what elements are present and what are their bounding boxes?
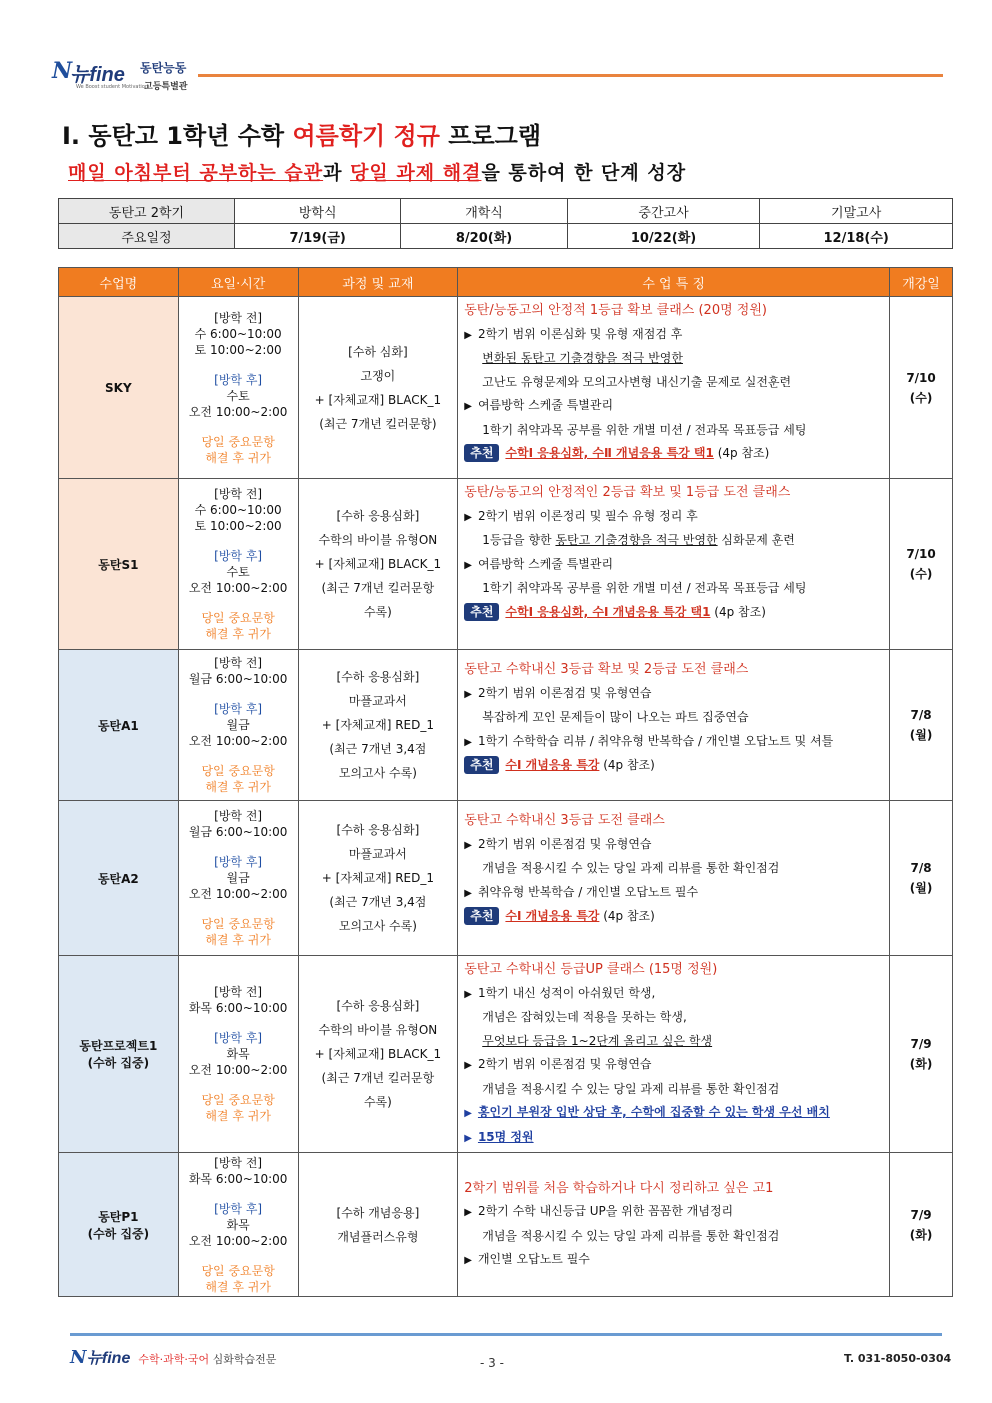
class-name-text: 동탄S1 <box>98 557 139 572</box>
time-before-label: [방학 전] <box>214 809 263 823</box>
course-line: [수하 응용심화] <box>336 823 420 837</box>
feature-line: 심화문제 훈련 <box>717 533 795 547</box>
feature-bullet: ▶ 취약유형 반복학습 / 개인별 오답노트 필수 <box>464 881 885 906</box>
time-line: 수 6:00~10:00 <box>194 503 282 517</box>
class-time <box>178 297 298 479</box>
col-header-course: 과정 및 교재 <box>298 268 458 297</box>
footer-specialty: 심화학습전문 <box>209 1353 277 1366</box>
time-line: 오전 10:00~2:00 <box>188 734 288 748</box>
class-features <box>458 479 890 650</box>
feature-line: 복잡하게 꼬인 문제들이 많이 나오는 파트 집중연습 <box>482 710 749 724</box>
course-line: 수록) <box>363 1095 392 1109</box>
logo-wordmark: 뉴fine <box>70 64 125 86</box>
course-line: 마플교과서 <box>348 694 407 708</box>
feature-headline: 동탄/능동고의 안정적인 2등급 확보 및 1등급 도전 클래스 <box>464 485 791 500</box>
course-line: + [자체교재] BLACK_1 <box>314 557 442 571</box>
time-line: 토 10:00~2:00 <box>194 519 282 533</box>
time-note: 당일 중요문항 <box>201 764 275 778</box>
time-note: 해결 후 귀가 <box>205 933 271 947</box>
time-line: 오전 10:00~2:00 <box>188 1233 288 1248</box>
recommend-ref: (4p 참조) <box>713 446 770 460</box>
time-before-label: [방학 전] <box>214 310 263 325</box>
class-features <box>458 1153 890 1297</box>
open-date <box>890 1153 953 1297</box>
open-date-day: (월) <box>909 881 933 895</box>
feature-headline: 2학기 범위를 처음 학습하거나 다시 정리하고 싶은 고1 <box>464 1180 774 1196</box>
open-date-day: (수) <box>909 567 933 581</box>
time-note: 해결 후 귀가 <box>205 450 271 465</box>
schedule-value: 12/18(수) <box>760 224 953 249</box>
col-header-open: 개강일 <box>890 268 953 297</box>
feature-highlight: 홍인기 부원장 입반 상담 후, 수학에 집중할 수 있는 학생 우선 배치 <box>477 1105 830 1119</box>
feature-line: 고난도 유형문제와 모의고사변형 내신기출 문제로 실전훈련 <box>482 374 792 389</box>
table-row <box>59 956 953 1153</box>
time-line: 화목 6:00~10:00 <box>188 1171 288 1186</box>
course-line: 수록) <box>363 605 392 619</box>
time-line: 화목 <box>226 1217 250 1232</box>
course-line: 개념플러스유형 <box>337 1229 419 1244</box>
table-row <box>59 479 953 650</box>
course-line: + [자체교재] RED_1 <box>321 718 434 732</box>
open-date-value: 7/8 <box>910 708 932 722</box>
feature-line: 변화된 동탄고 기출경향을 적극 반영한 <box>482 351 683 365</box>
class-name <box>59 650 179 801</box>
course-line: 수학의 바이블 유형ON <box>318 1023 438 1037</box>
page-number: - 3 - <box>480 1356 504 1370</box>
class-name <box>59 801 179 956</box>
logo-mark: N <box>52 58 73 84</box>
course-line: (최근 7개년 킬러문항) <box>319 416 437 431</box>
time-before-label: [방학 전] <box>214 656 263 670</box>
course-line: [수하 응용심화] <box>336 999 420 1013</box>
open-date-value: 7/8 <box>910 861 932 875</box>
feature-bullet: ▶ 1학기 수학학습 리뷰 / 취약유형 반복학습 / 개인별 오답노트 및 셔틀 <box>464 730 885 755</box>
title-suffix: 프로그램 <box>439 122 542 150</box>
time-line: 오전 10:00~2:00 <box>188 404 288 419</box>
course-line: (최근 7개년 3,4점 <box>329 895 427 909</box>
table-header-row <box>59 268 953 297</box>
time-note: 당일 중요문항 <box>201 434 275 449</box>
class-course <box>298 297 458 479</box>
class-features <box>458 956 890 1153</box>
recommend-badge: 추천 <box>464 907 499 925</box>
table-row <box>59 801 953 956</box>
class-course <box>298 801 458 956</box>
subtitle-homework: 당일 과제 해결 <box>350 162 482 184</box>
class-name <box>59 956 179 1153</box>
course-line: + [자체교재] BLACK_1 <box>314 1047 442 1061</box>
time-line: 수토 <box>226 388 250 403</box>
time-line: 월금 <box>226 718 250 732</box>
feature-bullet: ▶ 2학기 범위 이론심화 및 유형 재점검 후 <box>464 323 885 348</box>
class-time <box>178 650 298 801</box>
open-date <box>890 801 953 956</box>
class-features <box>458 650 890 801</box>
course-line: [수하 개념응용] <box>336 1205 420 1220</box>
class-time <box>178 1153 298 1297</box>
time-line: 토 10:00~2:00 <box>194 342 282 357</box>
footer-logo-wordmark: 뉴fine <box>86 1350 131 1367</box>
time-after-label: [방학 후] <box>214 702 263 716</box>
time-note: 당일 중요문항 <box>201 611 275 625</box>
col-header-time: 요일·시간 <box>178 268 298 297</box>
course-line: (최근 7개년 킬러문항 <box>321 1071 435 1085</box>
class-name-text: SKY <box>105 380 132 395</box>
course-line: + [자체교재] RED_1 <box>321 871 434 885</box>
recommend-text: 수학Ⅰ 응용심화, 수Ⅱ 개념응용 특강 택1 <box>505 446 714 460</box>
feature-headline: 동탄/능동고의 안정적 1등급 확보 클래스 (20명 정원) <box>464 303 767 318</box>
feature-bullet: ▶ 2학기 수학 내신등급 UP을 위한 꼼꼼한 개념정리 <box>464 1200 885 1225</box>
time-after-label: [방학 후] <box>214 372 263 387</box>
time-line: 월금 <box>226 871 250 885</box>
recommend-badge: 추천 <box>464 444 499 462</box>
subtitle-and: 과 <box>323 162 351 184</box>
recommend-ref: (4p 참조) <box>599 758 655 772</box>
feature-headline: 동탄고 수학내신 3등급 확보 및 2등급 도전 클래스 <box>464 662 749 677</box>
feature-line: 1학기 취약과목 공부를 위한 개별 미션 / 전과목 목표등급 세팅 <box>482 422 807 437</box>
schedule-value: 7/19(금) <box>235 224 401 249</box>
class-name-text: 동탄P1 <box>98 1209 139 1224</box>
feature-bullet: ▶ 2학기 범위 이론점검 및 유형연습 <box>464 1053 885 1078</box>
footer-logo <box>70 1345 276 1368</box>
header-divider <box>198 74 943 77</box>
class-course <box>298 650 458 801</box>
course-line: (최근 7개년 킬러문항 <box>321 581 435 595</box>
logo-branch-sub: 고등특별관 <box>144 82 188 92</box>
recommend-text: 수Ⅰ 개념응용 특강 <box>505 758 600 772</box>
class-course <box>298 956 458 1153</box>
course-line: 고쟁이 <box>360 368 396 383</box>
feature-bullet: ▶ 여름방학 스케줄 특별관리 <box>464 394 885 419</box>
footer-divider <box>70 1333 942 1336</box>
open-date-value: 7/9 <box>910 1207 932 1222</box>
time-note: 당일 중요문항 <box>201 1093 275 1107</box>
open-date <box>890 650 953 801</box>
recommend-badge: 추천 <box>464 756 499 774</box>
course-line: 모의고사 수록) <box>338 919 417 933</box>
class-name-text: 동탄A2 <box>97 871 139 886</box>
open-date-value: 7/9 <box>910 1037 932 1051</box>
course-line: [수하 응용심화] <box>336 670 420 684</box>
feature-bullet: ▶ 1학기 내신 성적이 아쉬웠던 학생, <box>464 982 885 1007</box>
course-line: [수하 심화] <box>348 344 408 359</box>
time-note: 해결 후 귀가 <box>205 780 271 794</box>
feature-bullet: ▶ 2학기 범위 이론점검 및 유형연습 <box>464 833 885 858</box>
phone-number: T. 031-8050-0304 <box>844 1352 952 1365</box>
time-note: 해결 후 귀가 <box>205 1109 271 1123</box>
open-date-day: (화) <box>909 1227 933 1242</box>
course-line: + [자체교재] BLACK_1 <box>314 392 442 407</box>
course-line: [수하 응용심화] <box>336 509 420 523</box>
header-logo <box>52 52 202 96</box>
class-name-text: 동탄A1 <box>97 718 139 733</box>
time-line: 수 6:00~10:00 <box>194 326 282 341</box>
time-line: 오전 10:00~2:00 <box>188 1063 288 1077</box>
col-header-name: 수업명 <box>59 268 179 297</box>
logo-branch: 동탄능동 <box>140 61 187 75</box>
title-prefix: Ⅰ. 동탄고 1학년 수학 <box>62 122 293 150</box>
time-note: 당일 중요문항 <box>201 1263 275 1278</box>
class-time <box>178 956 298 1153</box>
table-row <box>59 1153 953 1297</box>
feature-line: 동탄고 기출경향을 적극 반영한 <box>555 533 718 547</box>
schedule-table <box>58 198 953 249</box>
feature-bullet: ▶ 여름방학 스케줄 특별관리 <box>464 553 885 578</box>
class-name-text: 동탄프로젝트1 <box>79 1039 158 1053</box>
time-line: 수토 <box>226 565 250 579</box>
table-row <box>59 297 953 479</box>
recommend-text: 수학Ⅰ 응용심화, 수Ⅰ 개념응용 특강 택1 <box>505 604 711 619</box>
time-after-label: [방학 후] <box>214 1031 263 1045</box>
feature-bullet: ▶ 2학기 범위 이론점검 및 유형연습 <box>464 682 885 707</box>
time-before-label: [방학 전] <box>214 487 263 501</box>
class-time <box>178 801 298 956</box>
col-header-features: 수 업 특 징 <box>458 268 890 297</box>
table-row <box>59 650 953 801</box>
recommend-ref: (4p 참조) <box>599 909 655 923</box>
feature-headline: 동탄고 수학내신 등급UP 클래스 (15명 정원) <box>464 962 718 977</box>
class-features <box>458 297 890 479</box>
schedule-value: 10/22(화) <box>567 224 760 249</box>
page-title <box>62 116 541 151</box>
schedule-header: 방학식 <box>235 199 401 224</box>
class-name-sub: (수하 집중) <box>87 1056 150 1070</box>
page-subtitle <box>68 158 686 185</box>
time-line: 월금 6:00~10:00 <box>188 825 288 839</box>
time-line: 오전 10:00~2:00 <box>188 581 288 595</box>
feature-bullet: ▶ 2학기 범위 이론정리 및 필수 유형 정리 후 <box>464 505 885 530</box>
time-before-label: [방학 전] <box>214 1155 263 1170</box>
course-line: 마플교과서 <box>348 847 407 861</box>
open-date-day: (수) <box>909 390 933 405</box>
class-name <box>59 479 179 650</box>
subtitle-rest: 을 통하여 한 단계 성장 <box>481 162 687 184</box>
feature-line: 1학기 취약과목 공부를 위한 개별 미션 / 전과목 목표등급 세팅 <box>482 581 807 595</box>
schedule-label-1: 동탄고 2학기 <box>59 199 235 224</box>
open-date-value: 7/10 <box>906 370 936 385</box>
feature-highlight: 15명 정원 <box>477 1129 534 1144</box>
schedule-header: 기말고사 <box>760 199 953 224</box>
feature-line: 무엇보다 등급을 1~2단계 올리고 싶은 학생 <box>482 1033 713 1048</box>
schedule-value: 8/20(화) <box>401 224 567 249</box>
logo-tagline: We Boost student Motivation <box>76 84 149 90</box>
course-line: (최근 7개년 3,4점 <box>329 742 427 756</box>
class-name <box>59 1153 179 1297</box>
course-line: 모의고사 수록) <box>338 766 417 780</box>
time-line: 월금 6:00~10:00 <box>188 672 288 686</box>
open-date <box>890 479 953 650</box>
class-time <box>178 479 298 650</box>
open-date <box>890 297 953 479</box>
footer-subjects: 수학·과학·국어 <box>138 1353 210 1366</box>
open-date-day: (화) <box>909 1057 933 1071</box>
class-name <box>59 297 179 479</box>
open-date <box>890 956 953 1153</box>
class-name-sub: (수하 집중) <box>87 1226 150 1241</box>
feature-line: 개념은 잡혀있는데 적용을 못하는 학생, <box>482 1010 687 1024</box>
open-date-value: 7/10 <box>906 547 936 561</box>
time-note: 해결 후 귀가 <box>205 627 271 641</box>
class-course <box>298 479 458 650</box>
time-note: 당일 중요문항 <box>201 917 275 931</box>
recommend-badge: 추천 <box>464 603 499 621</box>
title-highlight: 여름학기 정규 <box>292 122 440 150</box>
class-course <box>298 1153 458 1297</box>
time-before-label: [방학 전] <box>214 985 263 999</box>
time-after-label: [방학 후] <box>214 1201 263 1216</box>
feature-line: 개념을 적용시킬 수 있는 당일 과제 리뷰를 통한 확인점검 <box>482 1081 780 1096</box>
time-after-label: [방학 후] <box>214 549 263 563</box>
feature-bullet: ▶ 개인별 오답노트 필수 <box>464 1248 885 1273</box>
recommend-text: 수Ⅰ 개념응용 특강 <box>505 909 600 923</box>
class-features <box>458 801 890 956</box>
feature-headline: 동탄고 수학내신 3등급 도전 클래스 <box>464 813 665 828</box>
subtitle-habit: 매일 아침부터 공부하는 습관 <box>68 162 324 184</box>
time-line: 오전 10:00~2:00 <box>188 887 288 901</box>
feature-line: 1등급을 향한 <box>482 533 556 547</box>
schedule-header: 개학식 <box>401 199 567 224</box>
time-after-label: [방학 후] <box>214 855 263 869</box>
feature-line: 개념을 적용시킬 수 있는 당일 과제 리뷰를 통한 확인점검 <box>482 1228 780 1243</box>
time-line: 화목 <box>226 1047 250 1061</box>
time-line: 화목 6:00~10:00 <box>188 1001 288 1015</box>
course-line: 수학의 바이블 유형ON <box>318 533 438 547</box>
schedule-header: 중간고사 <box>567 199 760 224</box>
open-date-day: (월) <box>909 728 933 742</box>
schedule-label-2: 주요일정 <box>59 224 235 249</box>
recommend-ref: (4p 참조) <box>710 604 766 619</box>
feature-line: 개념을 적용시킬 수 있는 당일 과제 리뷰를 통한 확인점검 <box>482 861 780 875</box>
footer-logo-mark: N <box>70 1347 87 1368</box>
time-note: 해결 후 귀가 <box>205 1279 271 1294</box>
class-table <box>58 267 953 1297</box>
